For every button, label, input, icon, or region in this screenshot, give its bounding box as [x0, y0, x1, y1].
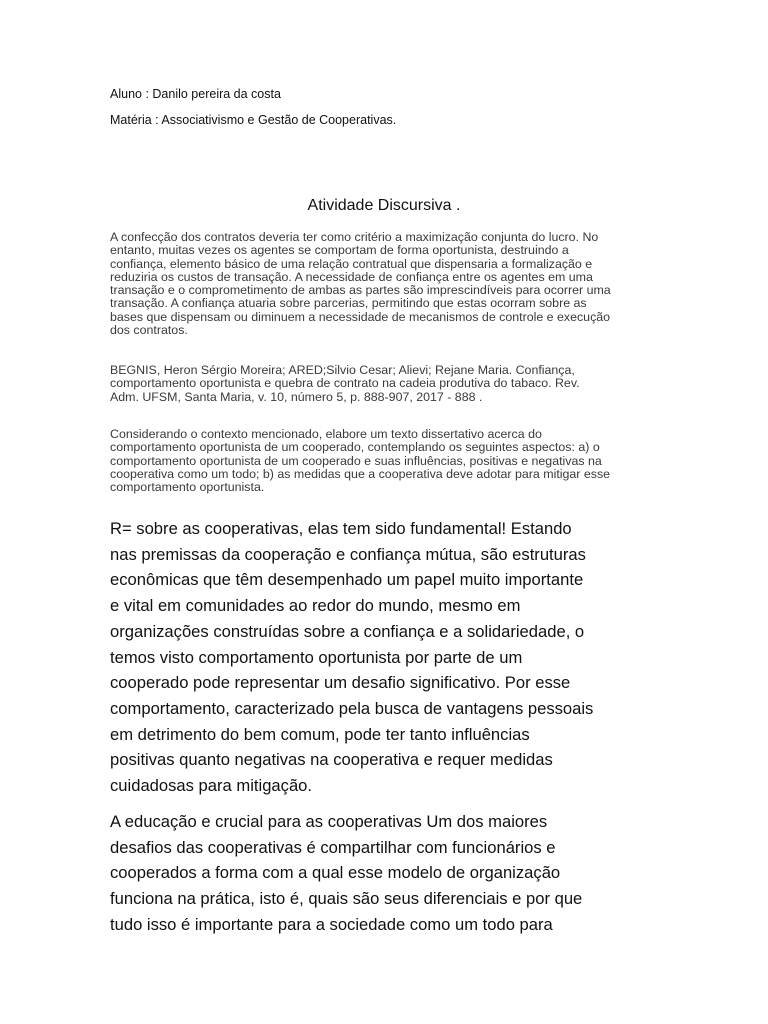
answer-line: cooperado pode representar um desafio significativo. Por esse [110, 673, 571, 693]
quoted-excerpt [110, 231, 670, 337]
answer-line: e vital em comunidades ao redor do mundo, mesmo em [110, 596, 521, 616]
quote-line: confiança, elemento básico de uma relação contratual que dispensaria a formalização e [110, 256, 593, 271]
answer-paragraph-1 [110, 516, 670, 799]
prompt-line: comportamento oportunista de um cooperado, contemplando os seguintes aspectos: a) o [110, 440, 600, 455]
quote-line: dos contratos. [110, 323, 188, 338]
answer-line: tudo isso é importante para a sociedade como um todo para [110, 914, 553, 934]
prompt-line: comportamento oportunista. [110, 480, 265, 495]
quote-line: transação. A confiança atuaria sobre parcerias, permitindo que estas ocorram sobre as [110, 296, 587, 311]
answer-line: A educação e crucial para as cooperativas Um dos maiores [110, 812, 548, 831]
answer-line: cuidadosas para mitigação. [110, 776, 313, 796]
quote-line: A confecção dos contratos deveria ter como critério a maximização conjunta do lucro. No [110, 230, 599, 244]
answer-line: R= sobre as cooperativas, elas tem sido fundamental! Estando [110, 519, 572, 538]
student-name-line: Aluno : Danilo pereira da costa [110, 87, 281, 101]
document-title: Atividade Discursiva . [307, 197, 461, 214]
citation [110, 364, 670, 404]
quote-line: entanto, muitas vezes os agentes se comportam de forma oportunista, destruindo a [110, 243, 569, 258]
subject-line: Matéria : Associativismo e Gestão de Cooperativas. [110, 113, 397, 127]
answer-line: desafios das cooperativas é compartilhar com funcionários e [110, 837, 556, 857]
answer-line: temos visto comportamento oportunista por parte de um [110, 647, 523, 667]
answer-line: organizações construídas sobre a confiança e a solidariedade, o [110, 621, 585, 641]
answer-paragraph-2 [110, 809, 670, 938]
prompt-line: comportamento oportunista de um cooperado e suas influências, positivas e negativas na [110, 453, 602, 468]
prompt-line: cooperativa como um todo; b) as medidas que a cooperativa deve adotar para mitigar esse [110, 466, 611, 481]
quote-line: transação e o comprometimento de ambas as partes são imprescindíveis para ocorrer uma [110, 283, 611, 298]
assignment-prompt [110, 428, 670, 494]
answer-line: positivas quanto negativas na cooperativa e requer medidas [110, 750, 553, 770]
answer-line: econômicas que têm desempenhado um papel muito importante [110, 570, 584, 590]
answer-line: cooperados a forma com a qual esse modelo de organização [110, 863, 561, 883]
quote-line: reduziria os custos de transação. A necessidade de confiança entre os agentes em uma [110, 269, 593, 284]
answer-line: em detrimento do bem comum, pode ter tanto influências [110, 724, 530, 744]
citation-line: comportamento oportunista e quebra de contrato na cadeia produtiva do tabaco. Rev. [110, 376, 580, 391]
citation-line: BEGNIS, Heron Sérgio Moreira; ARED;Silvio Cesar; Alievi; Rejane Maria. Confiança, [110, 363, 575, 377]
citation-line: Adm. UFSM, Santa Maria, v. 10, número 5, p. 888-907, 2017 - 888 . [110, 389, 483, 404]
quote-line: bases que dispensam ou diminuem a necessidade de mecanismos de controle e execução [110, 309, 611, 324]
prompt-line: Considerando o contexto mencionado, elabore um texto dissertativo acerca do [110, 427, 542, 441]
answer-line: comportamento, caracterizado pela busca de vantagens pessoais [110, 698, 594, 718]
answer-line: funciona na prática, isto é, quais são seus diferenciais e por que [110, 889, 583, 909]
answer-line: nas premissas da cooperação e confiança mútua, são estruturas [110, 544, 586, 564]
